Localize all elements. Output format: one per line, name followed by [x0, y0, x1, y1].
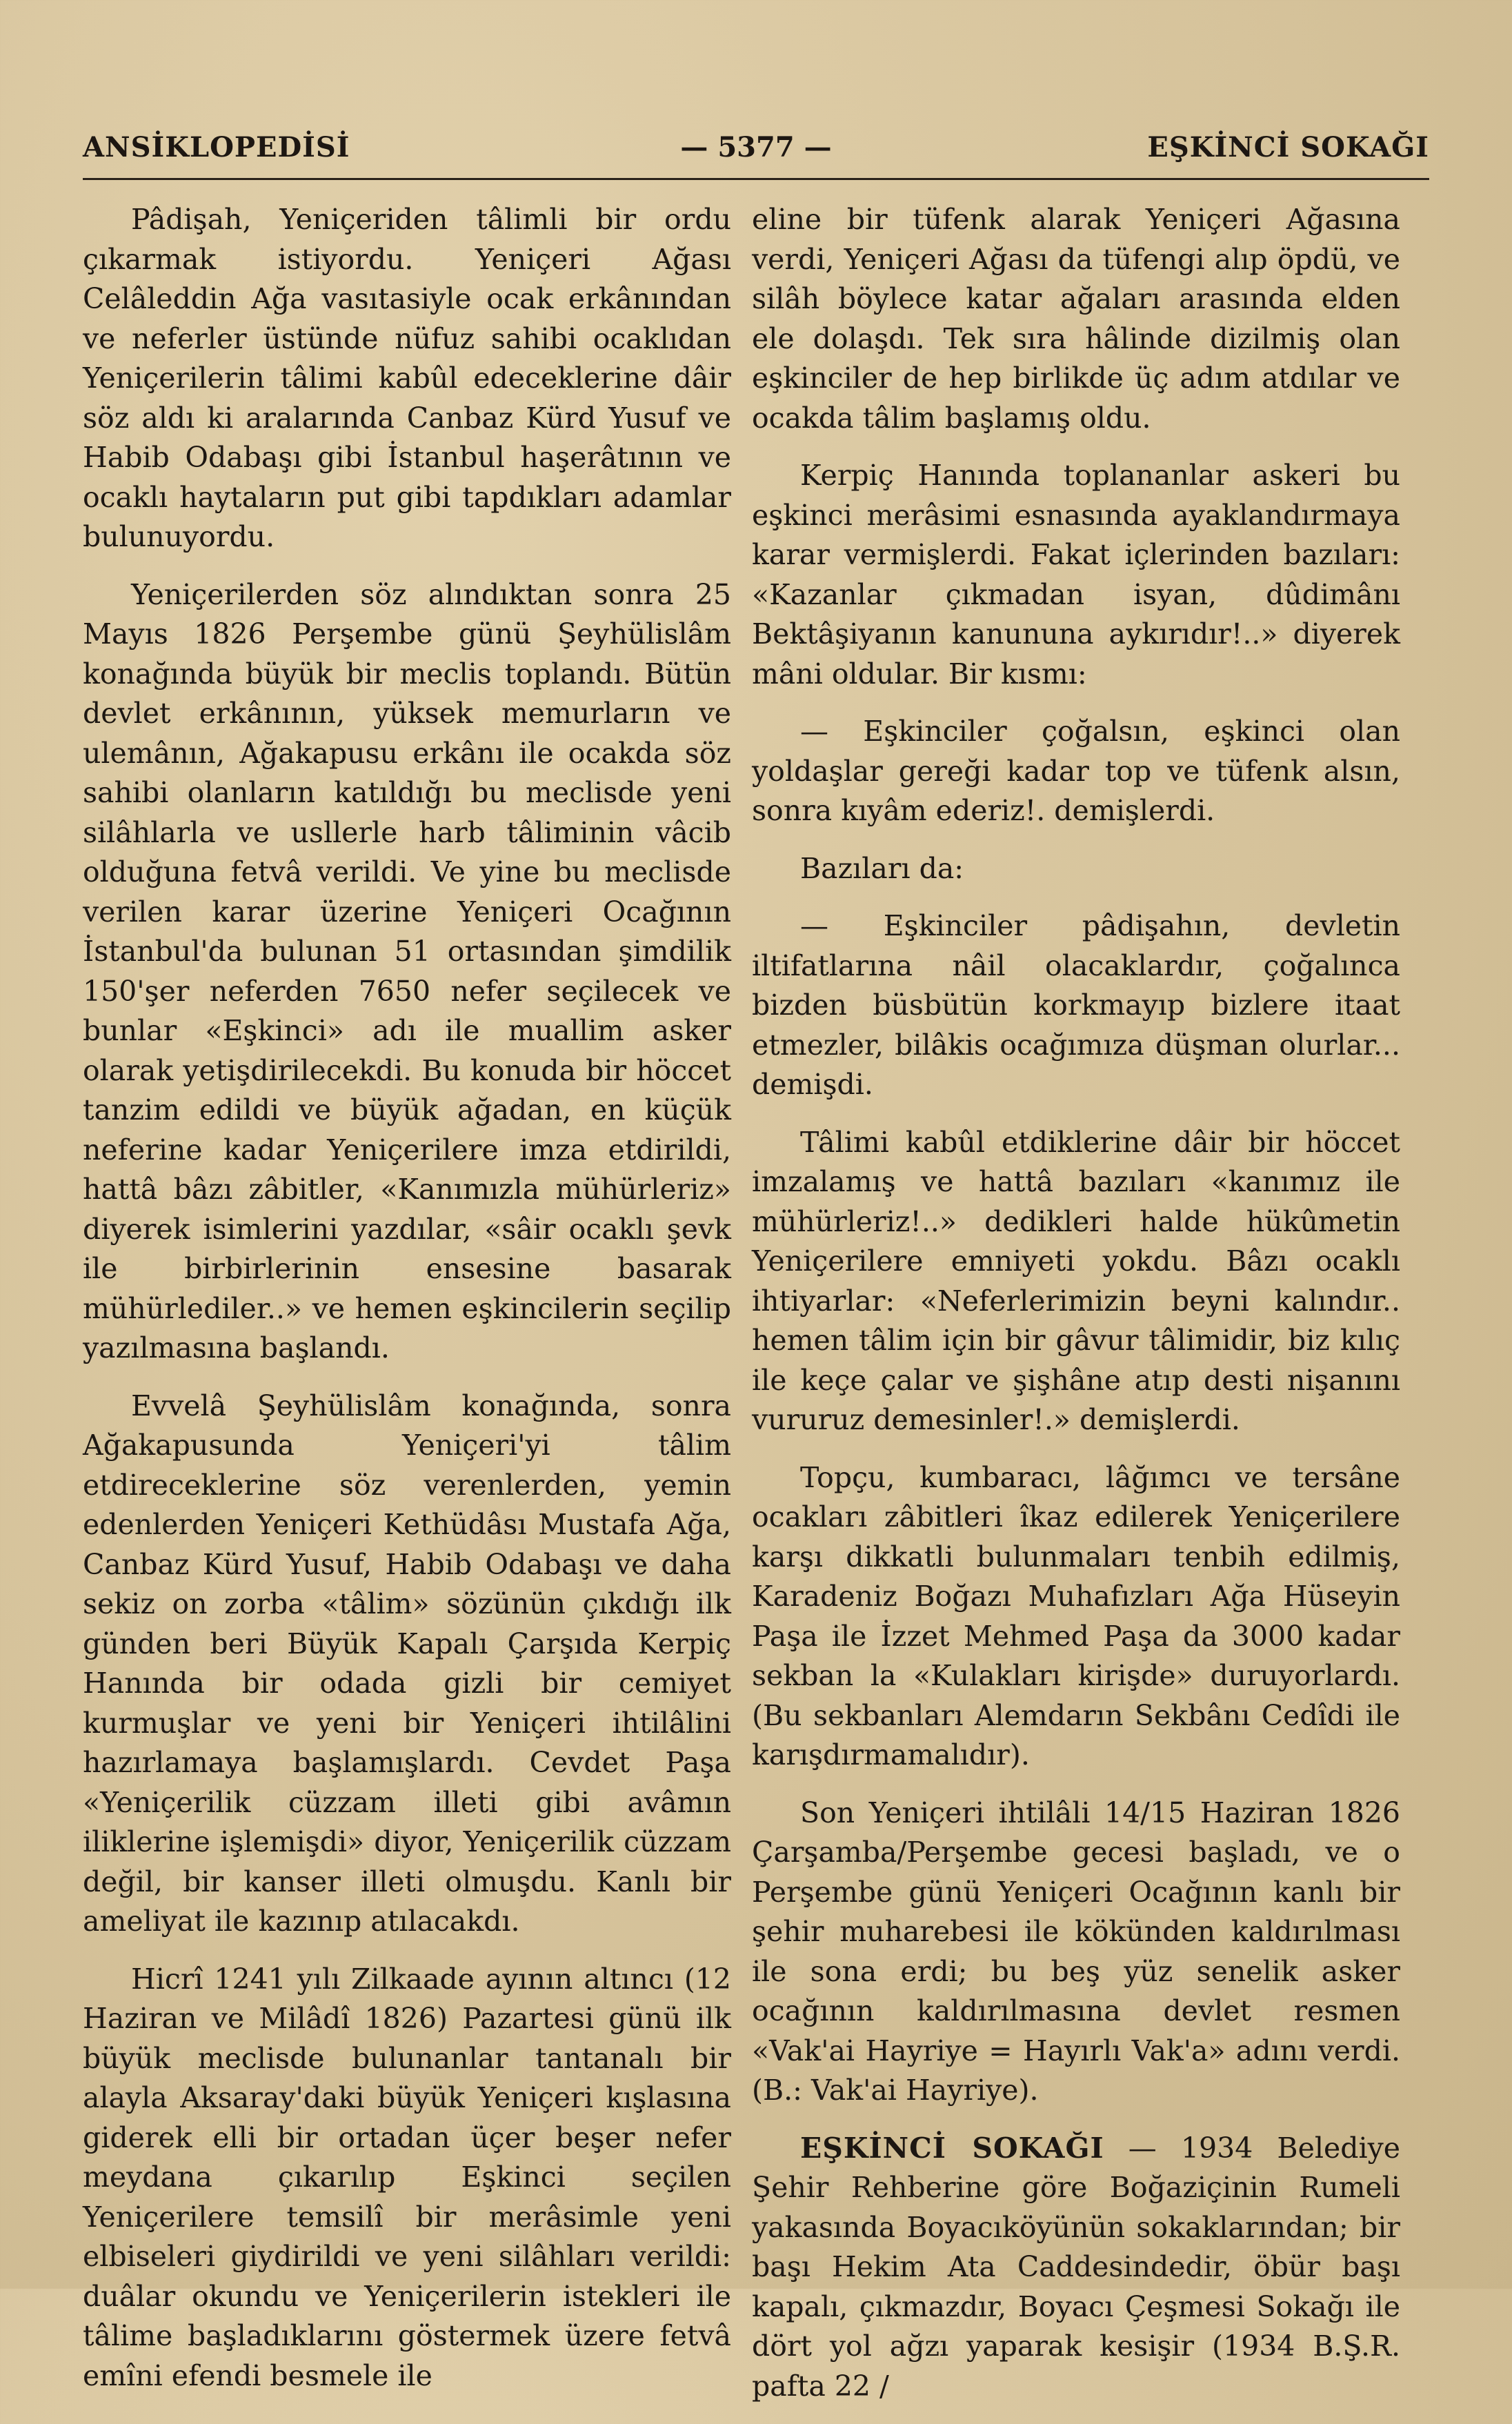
paragraph: Topçu, kumbaracı, lâğımcı ve tersâne ocakları zâbitleri îkaz edilerek Yeniçerilere karşı dikkatli bulunmaları tenbih edilmiş, Karadeniz Boğazı Muhafızları Ağa Hüseyin Paşa ile İzzet Mehmed Paşa da 3000 kadar sekban la «Kulakları kirişde» duruyorlardı. (Bu sekbanları Alemdarın Sekbânı Cedîdi ile karışdırmamalıdır).: [752, 1460, 1400, 1771]
entry-paragraph: [752, 2129, 1400, 2407]
right-column: [752, 200, 1400, 2424]
entry-text: — 1934 Belediye Şehir Rehberine göre Boğaziçinin Rumeli yakasında Boyacıköyünün sokaklarından; bir başı Hekim Ata Caddesindedir, öbür başı kapalı, çıkmazdır, Boyacı Çeşmesi Sokağı ile dört yol ağzı yaparak kesişir (1934 B.Ş.R. pafta 22 /: [752, 2131, 1400, 2403]
paragraph: Evvelâ Şeyhülislâm konağında, sonra Ağakapusunda Yeniçeri'yi tâlim etdireceklerine söz verenlerden, yemin edenlerden Yeniçeri Kethüdâsı Mustafa Ağa, Canbaz Kürd Yusuf, Habib Odabaşı ve daha sekiz on zorba «tâlim» sözünün çıkdığı ilk günden beri Büyük Kapalı Çarşıda Kerpiç Hanında bir odada gizli bir cemiyet kurmuşlar ve yeni bir Yeniçeri ihtilâlini hazırlamaya başlamışlardı. Cevdet Paşa «Yeniçerilik cüzzam illeti gibi avâmın iliklerine işlemişdi» diyor, Yeniçerilik cüzzam değil, bir kanser illeti olmuşdu. Kanlı bir ameliyat ile kazınıp atılacakdı.: [83, 1389, 731, 1938]
entry-headword: EŞKİNCİ SOKAĞI: [800, 2131, 1104, 2165]
paragraph: Hicrî 1241 yılı Zilkaade ayının altıncı (12 Haziran ve Milâdî 1826) Pazartesi günü ilk büyük meclisde bulunanlar tantanalı bir alayla Aksaray'daki büyük Yeniçeri kışlasına giderek elli bir ortadan üçer beşer nefer meydana çıkarılıp Eşkinci seçilen Yeniçerilere temsilî bir merâsimle yeni elbiseleri giydirildi ve yeni silâhları verildi: duâlar okundu ve Yeniçerilerin istekleri ile tâlime başladıklarını göstermek üzere fetvâ emîni efendi besmele ile: [83, 1962, 731, 2392]
paragraph: eline bir tüfenk alarak Yeniçeri Ağasına verdi, Yeniçeri Ağası da tüfengi alıp öpdü, ve silâh böylece katar ağaları arasında elden ele dolaşdı. Tek sıra hâlinde dizilmiş olan eşkinciler de hep birlikde üç adım atdılar ve ocakda tâlim başlamış oldu.: [752, 203, 1400, 435]
header-rule: [83, 178, 1429, 180]
left-column: [83, 200, 731, 2414]
paragraph: Yeniçerilerden söz alındıktan sonra 25 Mayıs 1826 Perşembe günü Şeyhülislâm konağında büyük bir meclis toplandı. Bütün devlet erkânının, yüksek memurların ve ulemânın, Ağakapusu erkânı ile ocakda söz sahibi olanların katıldığı bu meclisde yeni silâhlarla ve usllerle harb tâliminin vâcib olduğuna fetvâ verildi. Ve yine bu meclisde verilen karar üzerine Yeniçeri Ocağının İstanbul'da bulunan 51 ortasından şimdilik 150'şer neferden 7650 nefer seçilecek ve bunlar «Eşkinci» adı ile muallim asker olarak yetişdirilecekdi. Bu konuda bir höccet tanzim edildi ve büyük ağadan, en küçük neferine kadar Yeniçerilere imza etdirildi, hattâ bâzı zâbitler, «Kanımızla mühürleriz» diyerek isimlerini yazdılar, «sâir ocaklı şevk ile birbirlerinin ensesine basarak mühürlediler..» ve hemen eşkincilerin seçilip yazılmasına başlandı.: [83, 577, 731, 1364]
paragraph: Son Yeniçeri ihtilâli 14/15 Haziran 1826 Çarşamba/Perşembe gecesi başladı, ve o Perşembe günü Yeniçeri Ocağının kanlı bir şehir muharebesi ile kökünden kaldırılması ile sona erdi; bu beş yüz senelik asker ocağının kaldırılmasına devlet resmen «Vak'ai Hayriye = Hayırlı Vak'a» adını verdi. (B.: Vak'ai Hayriye).: [752, 1796, 1400, 2107]
paragraph: — Eşkinciler pâdişahın, devletin iltifatlarına nâil olacaklardır, çoğalınca bizden büsbütün korkmayıp bizlere itaat etmezler, bilâkis ocağımıza düşman olurlar... demişdi.: [752, 909, 1400, 1101]
paragraph: — Eşkinciler çoğalsın, eşkinci olan yoldaşlar gereği kadar top ve tüfenk alsın, sonra kıyâm ederiz!. demişlerdi.: [752, 715, 1400, 827]
running-head-left: ANSİKLOPEDİSİ: [83, 131, 350, 163]
paragraph: Tâlimi kabûl etdiklerine dâir bir höccet imzalamış ve hattâ bazıları «kanımız ile mühürleriz!..» dedikleri halde hükûmetin Yeniçerilere emniyeti yokdu. Bâzı ocaklı ihtiyarlar: «Neferlerimizin beyni kalındır.. hemen tâlim için bir gâvur tâlimidir, biz kılıç ile keçe çalar ve şişhâne atıp desti nişanını vururuz demesinler!.» demişlerdi.: [752, 1125, 1400, 1436]
page-header: [83, 124, 1429, 172]
paragraph: Bazıları da:: [800, 851, 964, 885]
paragraph: Pâdişah, Yeniçeriden tâlimli bir ordu çıkarmak istiyordu. Yeniçeri Ağası Celâleddin Ağa vasıtasiyle ocak erkânından ve neferler üstünde nüfuz sahibi ocaklıdan Yeniçerilerin tâlimi kabûl edeceklerine dâir söz aldı ki aralarında Canbaz Kürd Yusuf ve Habib Odabaşı gibi İstanbul haşerâtının ve ocaklı haytaların put gibi tapdıkları adamlar bulunuyordu.: [83, 203, 731, 553]
page-number: — 5377 —: [680, 131, 832, 163]
paragraph: Kerpiç Hanında toplananlar askeri bu eşkinci merâsimi esnasında ayaklandırmaya karar vermişlerdi. Fakat içlerinden bazıları: «Kazanlar çıkmadan isyan, dûdimânı Bektâşiyanın kanununa aykırıdır!..» diyerek mâni oldular. Bir kısmı:: [752, 459, 1400, 691]
running-head-right: EŞKİNCİ SOKAĞI: [1147, 131, 1429, 163]
